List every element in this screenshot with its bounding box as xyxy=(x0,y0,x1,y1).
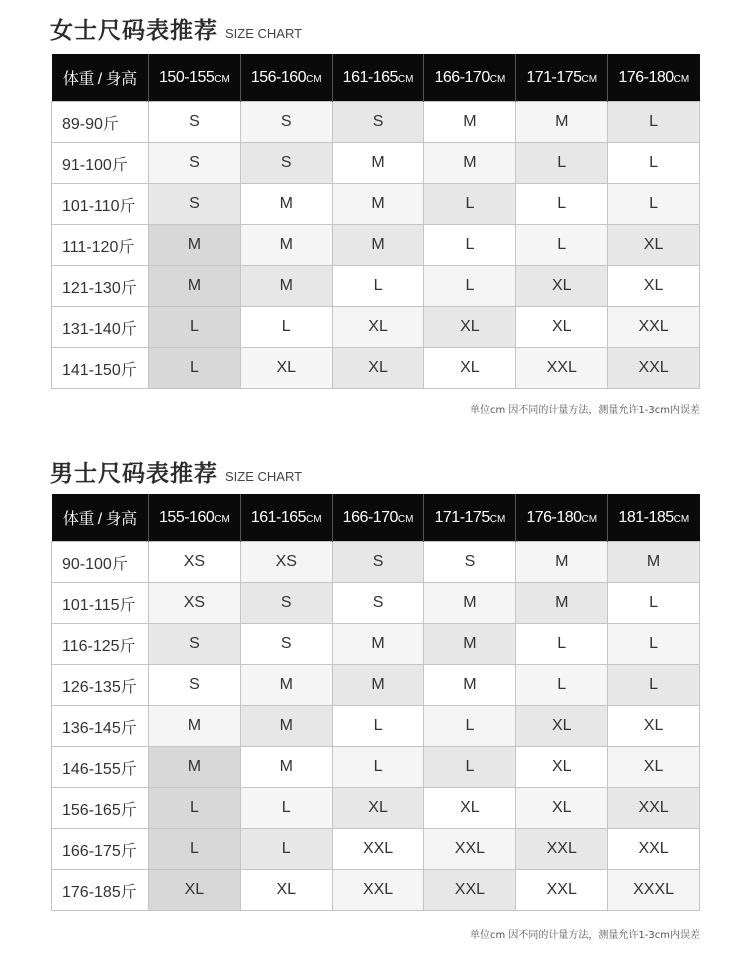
size-cell: L xyxy=(149,829,241,870)
size-cell: L xyxy=(424,266,516,307)
size-cell: L xyxy=(240,307,332,348)
size-row xyxy=(52,788,700,829)
weight-cell: 166-175斤 xyxy=(52,829,149,870)
size-cell: L xyxy=(608,184,700,225)
size-cell: L xyxy=(332,706,424,747)
size-cell: S xyxy=(149,624,241,665)
size-cell: M xyxy=(424,143,516,184)
size-cell: XL xyxy=(240,348,332,389)
size-cell: L xyxy=(424,184,516,225)
height-header: 150-155CM xyxy=(149,54,241,102)
size-cell: L xyxy=(608,583,700,624)
size-cell: S xyxy=(240,102,332,143)
size-cell: XS xyxy=(149,583,241,624)
size-row xyxy=(52,542,700,583)
men-title-en: SIZE CHART xyxy=(225,469,303,484)
size-cell: M xyxy=(240,747,332,788)
size-cell: M xyxy=(332,184,424,225)
size-cell: XXL xyxy=(424,870,516,911)
size-cell: XXL xyxy=(516,829,608,870)
size-cell: XL xyxy=(332,348,424,389)
size-cell: M xyxy=(516,583,608,624)
size-cell: XL xyxy=(608,266,700,307)
size-cell: M xyxy=(240,706,332,747)
size-cell: XL xyxy=(240,870,332,911)
women-size-table xyxy=(51,54,700,389)
size-cell: M xyxy=(332,143,424,184)
size-row xyxy=(52,870,700,911)
size-cell: S xyxy=(240,143,332,184)
size-cell: M xyxy=(332,225,424,266)
women-measure-note: 单位cm 因不同的计量方法，测量允许1-3cm内误差 xyxy=(470,405,700,416)
height-header: 176-180CM xyxy=(516,494,608,542)
size-cell: XXL xyxy=(516,348,608,389)
size-cell: S xyxy=(332,102,424,143)
size-row xyxy=(52,624,700,665)
size-cell: M xyxy=(240,665,332,706)
size-cell: M xyxy=(240,184,332,225)
size-cell: S xyxy=(332,542,424,583)
size-cell: XXL xyxy=(516,870,608,911)
women-title xyxy=(50,12,302,45)
size-cell: S xyxy=(240,583,332,624)
size-cell: S xyxy=(149,102,241,143)
size-cell: L xyxy=(516,184,608,225)
size-cell: L xyxy=(149,307,241,348)
weight-cell: 156-165斤 xyxy=(52,788,149,829)
size-cell: XXXL xyxy=(608,870,700,911)
weight-cell: 90-100斤 xyxy=(52,542,149,583)
size-cell: XL xyxy=(516,266,608,307)
size-cell: XL xyxy=(332,788,424,829)
size-cell: XL xyxy=(516,706,608,747)
size-row xyxy=(52,665,700,706)
size-cell: M xyxy=(424,102,516,143)
size-cell: XL xyxy=(332,307,424,348)
size-cell: M xyxy=(149,225,241,266)
size-cell: XL xyxy=(424,788,516,829)
size-cell: L xyxy=(332,266,424,307)
size-cell: M xyxy=(424,624,516,665)
size-cell: XL xyxy=(608,747,700,788)
size-cell: M xyxy=(424,583,516,624)
men-size-table xyxy=(51,494,700,911)
size-cell: L xyxy=(240,829,332,870)
weight-cell: 136-145斤 xyxy=(52,706,149,747)
men-title-cn: 男士尺码表推荐 xyxy=(50,461,218,487)
weight-cell: 89-90斤 xyxy=(52,102,149,143)
size-cell: L xyxy=(332,747,424,788)
size-cell: XXL xyxy=(608,788,700,829)
size-cell: S xyxy=(240,624,332,665)
size-row xyxy=(52,348,700,389)
size-cell: L xyxy=(516,143,608,184)
size-cell: XXL xyxy=(608,829,700,870)
size-cell: XXL xyxy=(608,307,700,348)
women-title-cn: 女士尺码表推荐 xyxy=(50,18,218,44)
size-cell: XS xyxy=(149,542,241,583)
size-cell: XL xyxy=(149,870,241,911)
men-title xyxy=(50,455,302,488)
weight-cell: 131-140斤 xyxy=(52,307,149,348)
corner-label: 体重 / 身高 xyxy=(52,54,149,102)
size-cell: M xyxy=(240,225,332,266)
size-cell: XXL xyxy=(332,829,424,870)
size-cell: L xyxy=(149,788,241,829)
size-cell: S xyxy=(149,184,241,225)
size-row xyxy=(52,184,700,225)
height-header: 181-185CM xyxy=(608,494,700,542)
size-row xyxy=(52,266,700,307)
size-cell: XL xyxy=(608,706,700,747)
size-cell: S xyxy=(424,542,516,583)
size-row xyxy=(52,102,700,143)
weight-cell: 116-125斤 xyxy=(52,624,149,665)
size-cell: L xyxy=(608,624,700,665)
women-header-row xyxy=(52,54,700,102)
size-cell: M xyxy=(608,542,700,583)
size-cell: L xyxy=(608,665,700,706)
size-row xyxy=(52,583,700,624)
height-header: 155-160CM xyxy=(149,494,241,542)
size-row xyxy=(52,829,700,870)
size-cell: XS xyxy=(240,542,332,583)
size-row xyxy=(52,307,700,348)
size-cell: M xyxy=(516,102,608,143)
men-measure-note: 单位cm 因不同的计量方法，测量允许1-3cm内误差 xyxy=(470,930,700,941)
size-row xyxy=(52,225,700,266)
size-cell: M xyxy=(516,542,608,583)
weight-cell: 176-185斤 xyxy=(52,870,149,911)
size-row xyxy=(52,706,700,747)
size-cell: XXL xyxy=(608,348,700,389)
size-cell: S xyxy=(149,143,241,184)
size-row xyxy=(52,747,700,788)
size-cell: M xyxy=(149,266,241,307)
weight-cell: 126-135斤 xyxy=(52,665,149,706)
size-cell: L xyxy=(424,747,516,788)
size-cell: M xyxy=(332,665,424,706)
height-header: 161-165CM xyxy=(332,54,424,102)
height-header: 156-160CM xyxy=(240,54,332,102)
size-cell: L xyxy=(240,788,332,829)
size-cell: M xyxy=(332,624,424,665)
size-cell: L xyxy=(516,624,608,665)
height-header: 176-180CM xyxy=(608,54,700,102)
weight-cell: 121-130斤 xyxy=(52,266,149,307)
height-header: 171-175CM xyxy=(424,494,516,542)
weight-cell: 101-115斤 xyxy=(52,583,149,624)
weight-cell: 91-100斤 xyxy=(52,143,149,184)
corner-label: 体重 / 身高 xyxy=(52,494,149,542)
size-cell: XXL xyxy=(332,870,424,911)
weight-cell: 141-150斤 xyxy=(52,348,149,389)
size-cell: L xyxy=(516,225,608,266)
size-cell: S xyxy=(149,665,241,706)
size-cell: XL xyxy=(608,225,700,266)
size-cell: L xyxy=(149,348,241,389)
size-cell: L xyxy=(516,665,608,706)
size-cell: XL xyxy=(516,747,608,788)
size-cell: L xyxy=(424,225,516,266)
size-cell: M xyxy=(149,747,241,788)
women-title-en: SIZE CHART xyxy=(225,26,303,41)
size-cell: L xyxy=(424,706,516,747)
size-cell: M xyxy=(240,266,332,307)
height-header: 166-170CM xyxy=(424,54,516,102)
size-cell: XL xyxy=(516,788,608,829)
size-cell: S xyxy=(332,583,424,624)
size-cell: M xyxy=(424,665,516,706)
size-cell: L xyxy=(608,102,700,143)
size-cell: XL xyxy=(424,348,516,389)
height-header: 161-165CM xyxy=(240,494,332,542)
size-cell: XXL xyxy=(424,829,516,870)
size-cell: XL xyxy=(424,307,516,348)
men-header-row xyxy=(52,494,700,542)
height-header: 171-175CM xyxy=(516,54,608,102)
size-row xyxy=(52,143,700,184)
size-cell: XL xyxy=(516,307,608,348)
height-header: 166-170CM xyxy=(332,494,424,542)
size-cell: L xyxy=(608,143,700,184)
weight-cell: 111-120斤 xyxy=(52,225,149,266)
weight-cell: 146-155斤 xyxy=(52,747,149,788)
weight-cell: 101-110斤 xyxy=(52,184,149,225)
size-cell: M xyxy=(149,706,241,747)
